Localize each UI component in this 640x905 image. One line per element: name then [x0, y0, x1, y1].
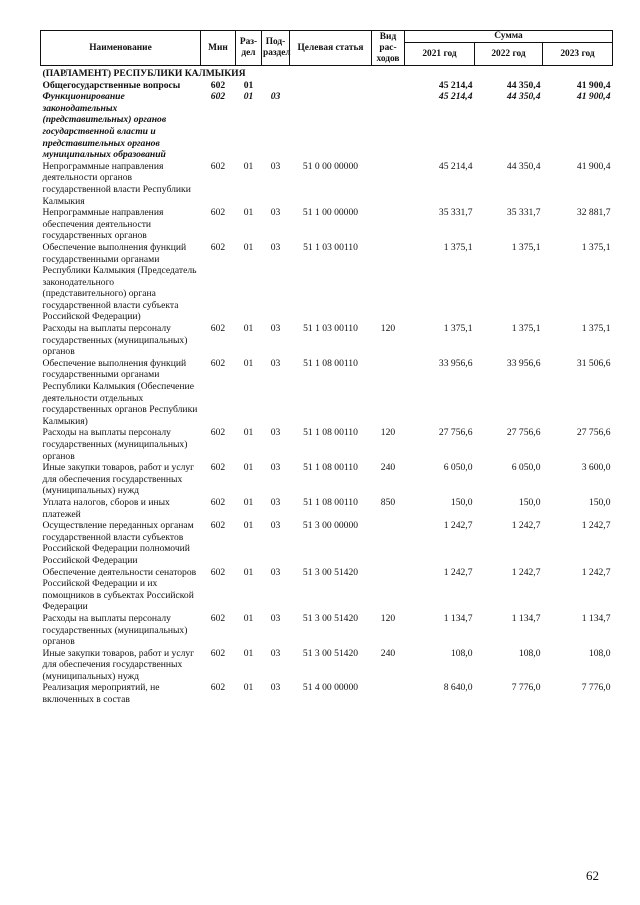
row-podrazdel: 03	[270, 207, 281, 219]
row-razdel: 01	[243, 241, 254, 253]
row-podrazdel: 03	[270, 427, 281, 439]
row-razdel: 01	[243, 357, 254, 369]
row-sum-2023: 31 506,6	[576, 357, 611, 369]
row-name: Расходы на выплаты персоналу государственных (муниципальных) органов	[42, 427, 188, 462]
row-razdel: 01	[243, 566, 254, 578]
row-sum-2021: 1 375,1	[443, 323, 473, 335]
row-razdel: 01	[243, 79, 254, 91]
table-row	[41, 161, 613, 207]
row-min: 602	[210, 79, 226, 91]
row-name: Обеспечение выполнения функций государственными органами Республики Калмыкия (Обеспечение деятельности отдельных государственных органов Республики Калмыкия)	[42, 357, 198, 427]
row-sum-2023: 108,0	[588, 647, 611, 659]
row-sum-2023: 32 881,7	[576, 207, 611, 219]
table-row	[41, 323, 613, 358]
row-sum-2021: 1 375,1	[443, 241, 473, 253]
row-min: 602	[210, 427, 226, 439]
section-title: (ПАРЛАМЕНТ) РЕСПУБЛИКИ КАЛМЫКИЯ	[42, 68, 246, 79]
table-row	[41, 648, 613, 683]
row-min: 602	[210, 241, 226, 253]
row-sum-2021: 33 956,6	[438, 357, 473, 369]
row-podrazdel: 03	[270, 520, 281, 532]
row-razdel: 01	[243, 160, 254, 172]
row-vid	[372, 520, 405, 566]
table-row	[41, 613, 613, 648]
row-min: 602	[210, 496, 226, 508]
row-sum-2023: 1 242,7	[581, 566, 611, 578]
table-row	[41, 520, 613, 566]
row-sum-2022: 1 375,1	[511, 241, 541, 253]
row-name: Осуществление переданных органам государственной власти субъектов Российской Федерации полномочий Российской Федерации	[42, 520, 194, 566]
row-celevaya: 51 3 00 51420	[302, 566, 359, 578]
col-header-razdel: Раз-дел	[236, 31, 262, 66]
row-vid	[372, 567, 405, 613]
table-row	[41, 80, 613, 92]
row-vid	[372, 242, 405, 323]
row-celevaya: 51 1 03 00110	[303, 241, 358, 253]
row-name: Расходы на выплаты персоналу государственных (муниципальных) органов	[42, 612, 188, 648]
row-sum-2022: 6 050,0	[511, 462, 541, 474]
table-row	[41, 567, 613, 613]
row-min: 602	[210, 91, 226, 103]
row-razdel: 01	[243, 207, 254, 219]
row-vid	[372, 80, 405, 92]
row-podrazdel: 03	[270, 682, 281, 694]
row-sum-2021: 150,0	[450, 496, 473, 508]
row-sum-2022: 44 350,4	[506, 160, 541, 172]
table-row	[41, 497, 613, 520]
row-min: 602	[210, 323, 226, 335]
row-vid: 120	[380, 427, 396, 439]
row-name: Непрограммные направления деятельности органов государственной власти Республики Калмыкия	[42, 160, 191, 207]
row-name: Расходы на выплаты персоналу государственных (муниципальных) органов	[42, 323, 188, 358]
row-celevaya: 51 0 00 00000	[302, 160, 359, 172]
row-celevaya: 51 3 00 00000	[302, 520, 359, 532]
row-min: 602	[210, 566, 226, 578]
row-sum-2021: 1 242,7	[443, 520, 473, 532]
row-min: 602	[210, 357, 226, 369]
row-sum-2022: 44 350,4	[506, 91, 541, 103]
row-vid	[372, 161, 405, 207]
row-razdel: 01	[243, 427, 254, 439]
row-podrazdel: 03	[270, 357, 281, 369]
row-podrazdel: 03	[270, 496, 281, 508]
row-vid: 120	[380, 323, 396, 335]
row-razdel: 01	[243, 612, 254, 624]
row-vid: 240	[380, 647, 396, 659]
row-name: Непрограммные направления обеспечения деятельности государственных органов	[42, 207, 164, 242]
row-sum-2021: 45 214,4	[438, 160, 473, 172]
row-celevaya: 51 3 00 51420	[302, 647, 359, 659]
row-celevaya: 51 1 00 00000	[302, 207, 359, 219]
table-header	[41, 31, 613, 66]
row-sum-2021: 8 640,0	[443, 682, 473, 694]
row-min: 602	[210, 612, 226, 624]
row-sum-2023: 41 900,4	[576, 91, 611, 103]
row-podrazdel: 03	[270, 612, 281, 624]
row-podrazdel: 03	[270, 647, 281, 659]
row-sum-2022: 1 134,7	[511, 612, 541, 624]
row-sum-2022: 27 756,6	[506, 427, 541, 439]
col-header-min: Мин	[201, 31, 236, 66]
row-sum-2023: 27 756,6	[576, 427, 611, 439]
col-header-2023: 2023 год	[543, 43, 613, 66]
row-sum-2021: 6 050,0	[443, 462, 473, 474]
row-razdel: 01	[243, 496, 254, 508]
row-min: 602	[210, 207, 226, 219]
row-sum-2021: 1 242,7	[443, 566, 473, 578]
row-celevaya: 51 1 08 00110	[303, 462, 358, 474]
col-header-2022: 2022 год	[475, 43, 543, 66]
row-vid: 120	[380, 612, 396, 624]
row-razdel: 01	[243, 682, 254, 694]
row-podrazdel: 03	[270, 462, 281, 474]
row-sum-2023: 41 900,4	[576, 79, 611, 91]
row-sum-2023: 150,0	[588, 496, 611, 508]
row-celevaya: 51 4 00 00000	[302, 682, 359, 694]
table-row	[41, 682, 613, 705]
row-celevaya: 51 1 03 00110	[303, 323, 358, 335]
row-sum-2022: 1 242,7	[511, 520, 541, 532]
row-celevaya: 51 1 08 00110	[303, 357, 358, 369]
table-row	[41, 427, 613, 462]
table-row	[41, 242, 613, 323]
budget-table	[40, 30, 613, 706]
row-sum-2023: 3 600,0	[581, 462, 611, 474]
table-body	[41, 66, 613, 706]
row-razdel: 01	[243, 647, 254, 659]
row-vid: 240	[380, 462, 396, 474]
row-podrazdel: 03	[270, 566, 281, 578]
row-sum-2022: 1 375,1	[511, 323, 541, 335]
col-header-name: Наименование	[41, 31, 201, 66]
row-sum-2022: 7 776,0	[511, 682, 541, 694]
col-header-vid: Вид рас-ходов	[372, 31, 405, 66]
row-vid	[372, 91, 405, 161]
row-min: 602	[210, 682, 226, 694]
row-name: Иные закупки товаров, работ и услуг для обеспечения государственных (муниципальных) нужд	[42, 647, 195, 682]
row-sum-2022: 108,0	[518, 647, 541, 659]
row-sum-2021: 35 331,7	[438, 207, 473, 219]
row-podrazdel	[262, 80, 290, 92]
col-header-celevaya: Целевая статья	[290, 31, 372, 66]
row-celevaya	[290, 80, 372, 92]
row-name: Обеспечение деятельности сенаторов Российской Федерации и их помощников в субъектах Российской Федерации	[42, 566, 197, 613]
row-sum-2021: 108,0	[450, 647, 473, 659]
row-sum-2021: 27 756,6	[438, 427, 473, 439]
row-sum-2022: 35 331,7	[506, 207, 541, 219]
row-celevaya: 51 3 00 51420	[302, 612, 359, 624]
col-header-2021: 2021 год	[405, 43, 475, 66]
table-row	[41, 207, 613, 242]
row-min: 602	[210, 647, 226, 659]
row-vid	[372, 358, 405, 428]
row-min: 602	[210, 462, 226, 474]
row-sum-2023: 41 900,4	[576, 160, 611, 172]
row-sum-2023: 7 776,0	[581, 682, 611, 694]
row-razdel: 01	[243, 462, 254, 474]
row-sum-2021: 1 134,7	[443, 612, 473, 624]
row-min: 602	[210, 160, 226, 172]
table-row	[41, 462, 613, 497]
row-name: Функционирование законодательных (представительных) органов государственной власти и представительных органов муниципальных образований	[42, 91, 167, 161]
row-name: Реализация мероприятий, не включенных в состав	[42, 682, 160, 706]
row-razdel: 01	[243, 91, 254, 103]
col-header-podrazdel: Под-раздел	[262, 31, 290, 66]
row-name: Обеспечение выполнения функций государственными органами Республики Калмыкия (Председатель законодательного (представительного) органа государственной власти субъекта Российской Федерации)	[42, 241, 197, 323]
page-number: 62	[586, 868, 599, 883]
row-celevaya	[290, 91, 372, 161]
row-sum-2023: 1 375,1	[581, 241, 611, 253]
row-sum-2023: 1 242,7	[581, 520, 611, 532]
row-celevaya: 51 1 08 00110	[303, 496, 358, 508]
row-vid: 850	[380, 496, 396, 508]
row-celevaya: 51 1 08 00110	[303, 427, 358, 439]
row-vid	[372, 207, 405, 242]
row-sum-2023: 1 134,7	[581, 612, 611, 624]
row-sum-2022: 33 956,6	[506, 357, 541, 369]
table-row	[41, 358, 613, 428]
row-podrazdel: 03	[270, 241, 281, 253]
row-sum-2023: 1 375,1	[581, 323, 611, 335]
row-podrazdel: 03	[270, 160, 281, 172]
row-sum-2022: 1 242,7	[511, 566, 541, 578]
row-razdel: 01	[243, 323, 254, 335]
row-sum-2022: 150,0	[518, 496, 541, 508]
row-podrazdel: 03	[270, 323, 281, 335]
col-header-summa: Сумма	[405, 31, 613, 43]
row-sum-2022: 44 350,4	[506, 79, 541, 91]
row-vid	[372, 682, 405, 705]
row-name: Иные закупки товаров, работ и услуг для обеспечения государственных (муниципальных) нужд	[42, 462, 195, 497]
row-name: Общегосударственные вопросы	[42, 79, 181, 91]
row-podrazdel: 03	[270, 91, 281, 103]
row-name: Уплата налогов, сборов и иных платежей	[42, 496, 170, 520]
row-sum-2021: 45 214,4	[438, 91, 473, 103]
row-min: 602	[210, 520, 226, 532]
table-row	[41, 91, 613, 161]
row-razdel: 01	[243, 520, 254, 532]
row-sum-2021: 45 214,4	[438, 79, 473, 91]
